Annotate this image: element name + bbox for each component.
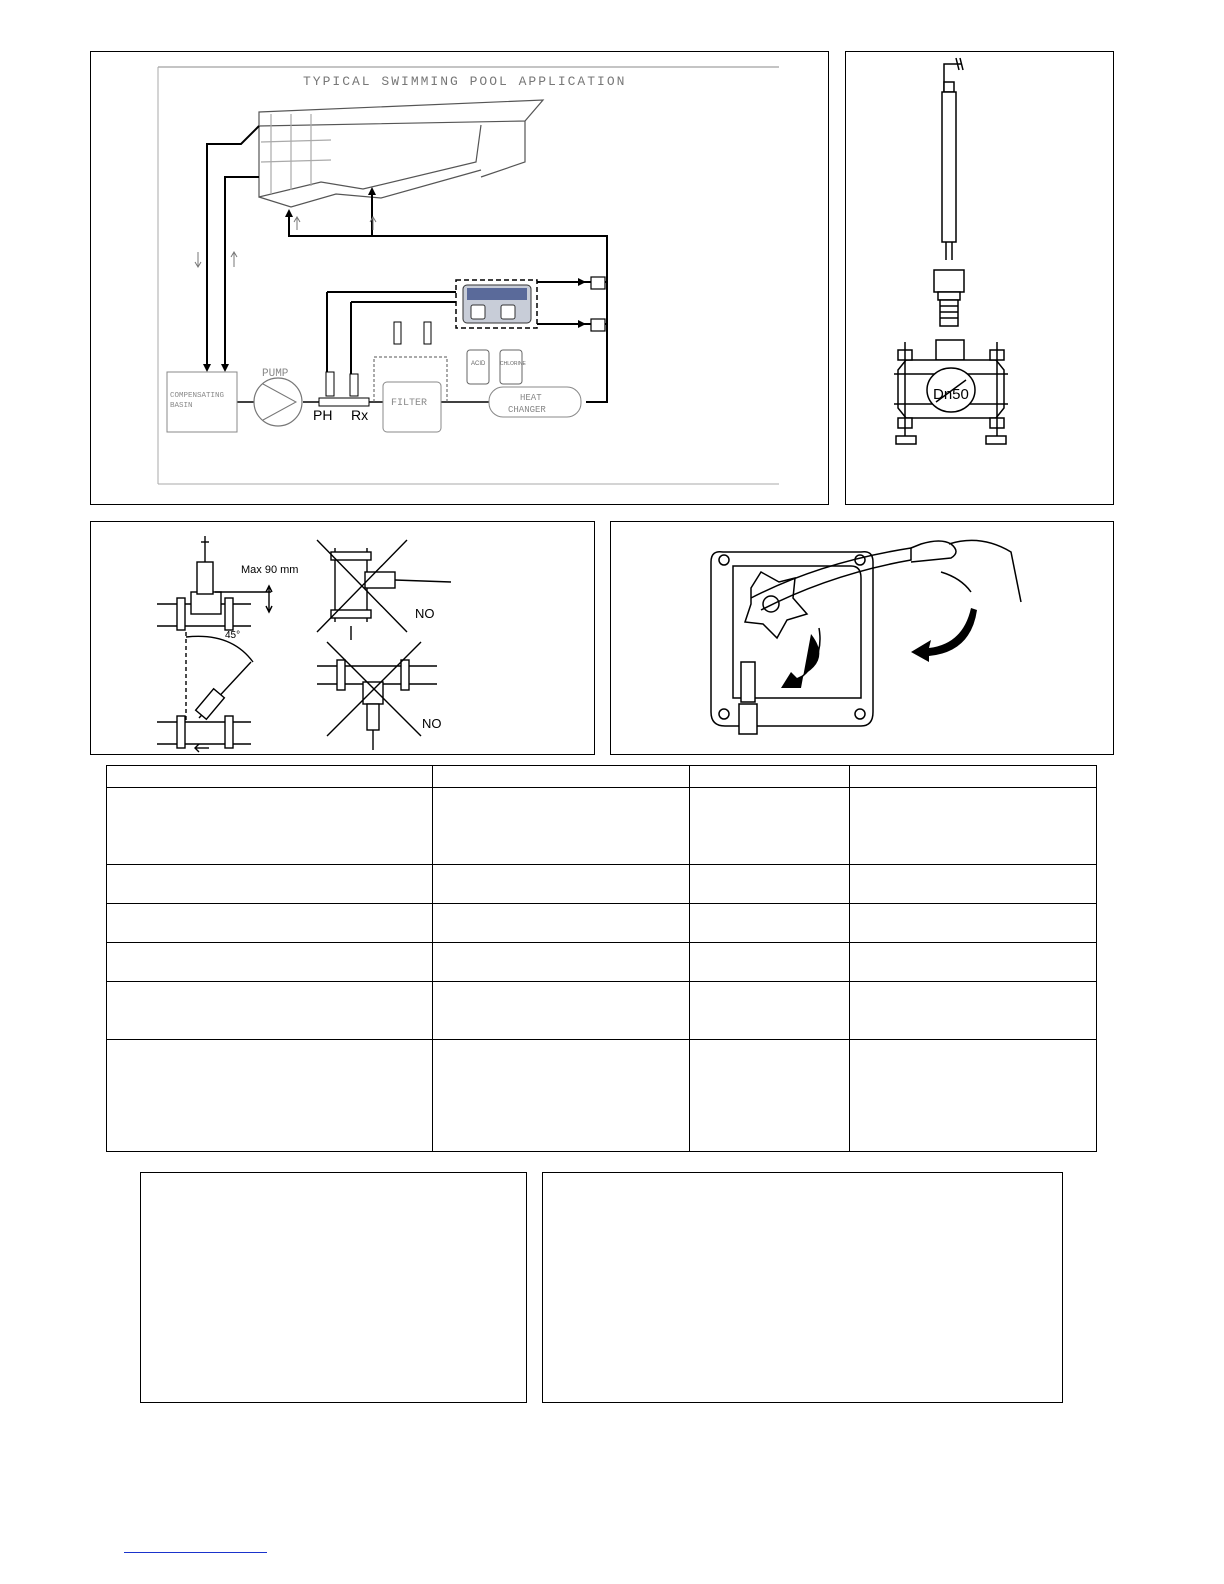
table-cell [107,788,433,865]
table-row [107,943,1097,982]
table-row [107,766,1097,788]
footer-link[interactable] [124,1552,267,1553]
compensating-basin-label-2: BASIN [170,402,193,410]
table-cell [850,904,1097,943]
pump-tube-figure [610,521,1114,755]
angle-label: 45° [225,630,241,641]
controller-unit [456,280,537,328]
table-cell [432,982,690,1040]
left-text-box [140,1172,527,1403]
table-cell [850,865,1097,904]
table-cell [107,1040,433,1152]
table-cell [850,943,1097,982]
table-cell [850,1040,1097,1152]
heat-changer-label-1: HEAT [520,393,542,403]
table-cell [690,766,850,788]
table-row [107,788,1097,865]
max-depth-label: Max 90 mm [241,564,299,576]
table-cell [107,865,433,904]
table-cell [850,788,1097,865]
probe-saddle-figure [845,51,1114,505]
ph-label: PH [313,407,333,423]
pool-diagram [91,52,830,506]
rotation-arrow-outer [911,608,977,662]
table-cell [690,943,850,982]
pipe-size-label: Dn50 [933,386,969,403]
table-cell [107,766,433,788]
table-cell [690,1040,850,1152]
pool-application-figure [90,51,829,505]
pump-tube-drawing [611,522,1115,756]
table-cell [107,943,433,982]
probe-installation-figure [90,521,595,755]
table-cell [432,943,690,982]
table-cell [107,982,433,1040]
specifications-table [106,765,1097,1152]
table-cell [850,982,1097,1040]
table-row [107,865,1097,904]
incorrect-label-2: NO [422,716,442,731]
pool-title: TYPICAL SWIMMING POOL APPLICATION [303,74,627,89]
incorrect-label-1: NO [415,606,435,621]
pool-basin [259,100,543,207]
table-cell [690,788,850,865]
table-row [107,904,1097,943]
table-cell [432,1040,690,1152]
table-cell [690,982,850,1040]
table-cell [107,904,433,943]
table-cell [432,865,690,904]
table-cell [432,766,690,788]
injection-fittings [591,277,605,331]
pump-label: PUMP [262,368,289,380]
table-cell [432,788,690,865]
probe-saddle-drawing [846,52,1115,506]
tank-chlorine-label: CHLORINE [500,361,526,367]
table-row [107,982,1097,1040]
compensating-basin-label-1: COMPENSATING [170,392,225,400]
chemical-tanks [467,350,522,384]
table-row [107,1040,1097,1152]
table-cell [690,865,850,904]
table-cell [432,904,690,943]
rx-label: Rx [351,407,369,423]
pump-symbol [254,378,302,426]
tank-acid-label: ACID [471,361,486,367]
installation-drawing [91,522,596,756]
right-text-box [542,1172,1063,1403]
filter-label: FILTER [391,398,428,409]
pool-pipes [207,126,607,402]
table-cell [850,766,1097,788]
heat-changer-label-2: CHANGER [508,405,546,415]
table-cell [690,904,850,943]
small-flow-arrows [195,217,376,267]
